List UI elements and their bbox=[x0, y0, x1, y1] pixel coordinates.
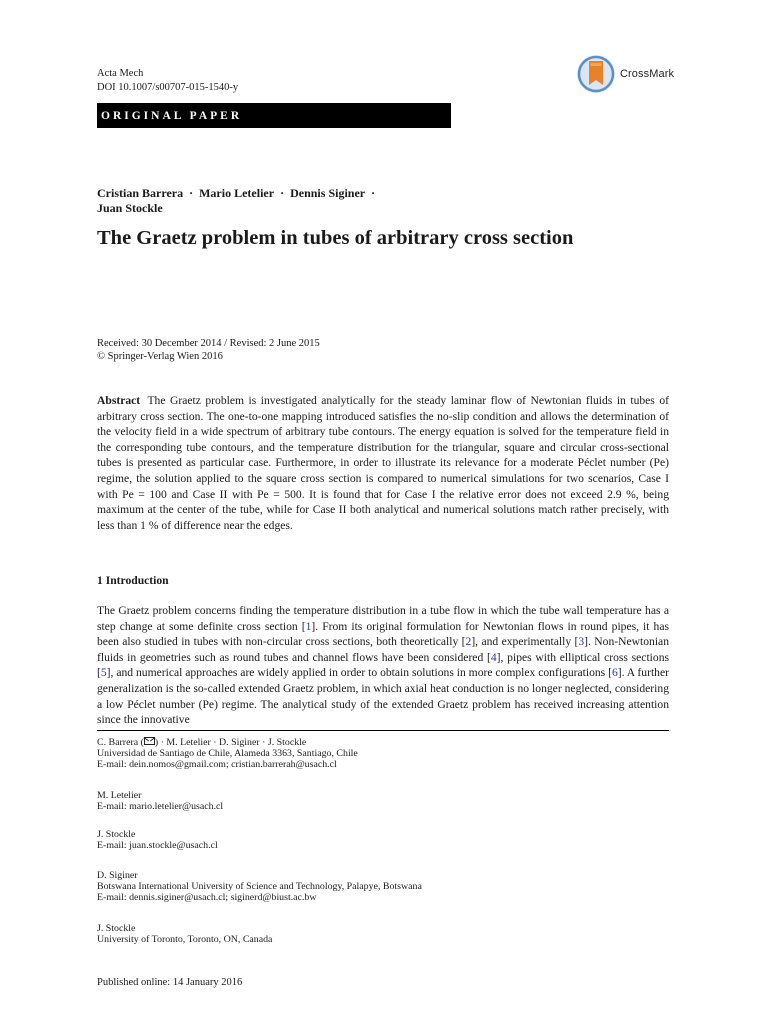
envelope-icon[interactable] bbox=[144, 737, 155, 745]
affiliation-email[interactable]: E-mail: juan.stockle@usach.cl bbox=[97, 840, 218, 851]
affiliation-line: Botswana International University of Science and Technology, Palapye, Botswana bbox=[97, 881, 422, 892]
affiliation-email[interactable]: E-mail: dein.nomos@gmail.com; cristian.barrerah@usach.cl bbox=[97, 759, 337, 770]
affiliation-block bbox=[97, 829, 669, 851]
author-name[interactable]: Mario Letelier bbox=[199, 186, 275, 200]
published-date: Published online: 14 January 2016 bbox=[97, 977, 243, 988]
crossmark-label: CrossMark bbox=[620, 68, 675, 80]
citation-link[interactable]: 4 bbox=[490, 650, 497, 664]
affiliation-names-suffix: ) · M. Letelier · D. Siginer · J. Stockle bbox=[154, 737, 307, 748]
doi[interactable]: DOI 10.1007/s00707-015-1540-y bbox=[97, 82, 239, 93]
author-separator: · bbox=[371, 186, 376, 200]
author-name[interactable]: Cristian Barrera bbox=[97, 186, 184, 200]
article-type-banner bbox=[97, 103, 451, 128]
intro-text: ]. Non-Newtonian fluids in geometries such as round tubes and channel flows have been considered [ bbox=[97, 635, 669, 664]
author-separator: · bbox=[189, 186, 194, 200]
author-name[interactable]: Juan Stockle bbox=[97, 201, 163, 215]
abstract-heading: Abstract bbox=[97, 394, 141, 407]
received-revised-dates: Received: 30 December 2014 / Revised: 2 June 2015 bbox=[97, 338, 320, 349]
affiliation-names bbox=[97, 737, 669, 748]
affiliation-names: J. Stockle bbox=[97, 923, 136, 934]
intro-text: ]. A further generalization is the so-called extended Graetz problem, in which axial heat conduction is no longer neglected, considering a low Péclet number (Pe) regime. The analytical study of the extended Graetz problem has received increasing attention since the innovative bbox=[97, 666, 669, 727]
affiliation-names: M. Letelier bbox=[97, 790, 142, 801]
citation-link[interactable]: 6 bbox=[611, 666, 618, 680]
abstract-text: The Graetz problem is investigated analytically for the steady laminar flow of Newtonian fluids in tubes of arbitrary cross section. The one-to-one mapping introduced satisfies the no-slip condition and allows the determination of the velocity field in a wide spectrum of arbitrary tube contours. The energy equation is solved for the temperature field in the corresponding tube contours, and the temperature distribution for the triangular, square and circular cross-sectional tubes is presented as particular case. Furthermore, in order to illustrate its relevance for a moderate Péclet number (Pe) regime, the solution applied to the square cross section is compared to numerical simulations for two scenarios, Case I with Pe = 100 and Case II with Pe = 500. It is found that for Case I the relative error does not exceed 2.9 %, being maximum at the center of the tube, while for Case II both analytical and numerical solutions match rather precisely, with less than 1 % of difference near the edges. bbox=[97, 394, 669, 532]
ref-bracket: [ bbox=[301, 619, 306, 633]
citation-link[interactable]: 1 bbox=[305, 619, 312, 633]
author-list bbox=[97, 186, 381, 216]
citation-link[interactable]: 2 bbox=[465, 635, 472, 649]
introduction-paragraph bbox=[97, 603, 669, 728]
introduction-heading: 1 Introduction bbox=[97, 574, 169, 587]
affiliation-names: D. Siginer bbox=[97, 870, 138, 881]
paper-title: The Graetz problem in tubes of arbitrary cross section bbox=[97, 227, 574, 249]
journal-name: Acta Mech bbox=[97, 68, 144, 79]
crossmark-badge[interactable] bbox=[576, 54, 674, 94]
crossmark-icon bbox=[576, 54, 616, 94]
affiliation-email[interactable]: E-mail: mario.letelier@usach.cl bbox=[97, 801, 224, 812]
affiliation-line: University of Toronto, Toronto, ON, Canada bbox=[97, 934, 273, 945]
affiliation-email[interactable]: E-mail: dennis.siginer@usach.cl; siginerd@biust.ac.bw bbox=[97, 892, 317, 903]
author-name[interactable]: Dennis Siginer bbox=[290, 186, 366, 200]
intro-text: ], and experimentally [ bbox=[471, 635, 579, 649]
affiliation-block bbox=[97, 790, 669, 812]
citation-link[interactable]: 3 bbox=[578, 635, 585, 649]
affiliation-line: Universidad de Santiago de Chile, Alameda 3363, Santiago, Chile bbox=[97, 748, 358, 759]
copyright-notice: © Springer-Verlag Wien 2016 bbox=[97, 350, 223, 362]
intro-text: ]. From its original formulation for Newtonian flows in round pipes, it has been also studied in tubes with non-circular cross sections, both theoretically [ bbox=[97, 619, 669, 649]
affiliation-names: J. Stockle bbox=[97, 829, 136, 840]
article-type-label: ORIGINAL PAPER bbox=[101, 109, 243, 122]
affiliation-names-prefix: C. Barrera ( bbox=[97, 737, 144, 748]
author-line-2 bbox=[97, 201, 381, 216]
author-separator: · bbox=[280, 186, 285, 200]
journal-info bbox=[97, 67, 238, 95]
affiliation-block bbox=[97, 737, 669, 770]
citation-link[interactable]: 5 bbox=[100, 666, 107, 680]
author-line-1 bbox=[97, 186, 381, 201]
article-dates bbox=[97, 338, 320, 363]
affiliation-block bbox=[97, 923, 669, 945]
abstract bbox=[97, 393, 669, 533]
footnote-divider bbox=[97, 730, 669, 731]
intro-text: ], pipes with elliptical cross sections [ bbox=[97, 650, 670, 680]
intro-text: The Graetz problem concerns finding the temperature distribution in a tube flow in which the tube wall temperature has a step change at some definite cross section bbox=[97, 604, 669, 633]
intro-text: ], and numerical approaches are widely applied in order to obtain solutions in more complex configurations [ bbox=[106, 666, 612, 680]
affiliation-block bbox=[97, 870, 669, 903]
